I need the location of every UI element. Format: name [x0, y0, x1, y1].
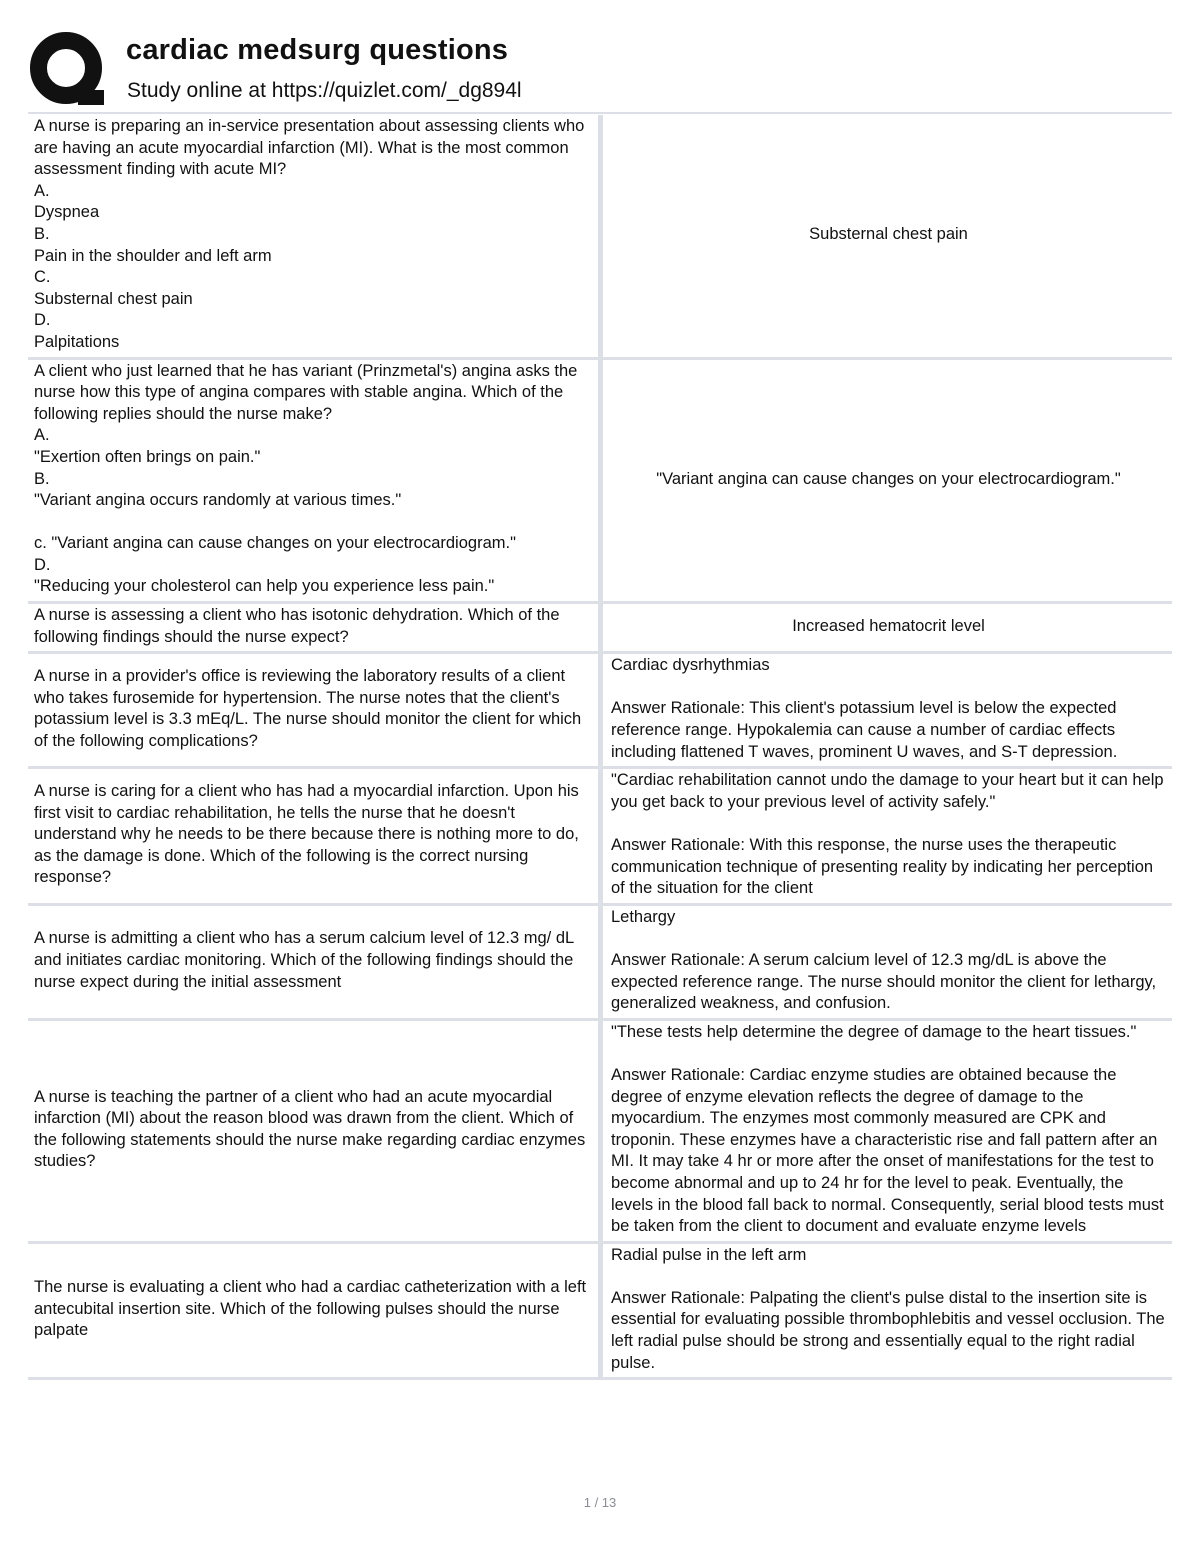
flashcard-question: A nurse is teaching the partner of a client who had an acute myocardial infarction (MI) about the reason blood was drawn from the client. Which of the following statements should the nurse make regarding cardiac enzymes studies? — [28, 1019, 601, 1242]
page-title: cardiac medsurg questions — [126, 34, 509, 66]
study-online-link[interactable]: Study online at https://quizlet.com/_dg894l — [127, 79, 522, 102]
flashcard-question: A nurse is admitting a client who has a serum calcium level of 12.3 mg/ dL and initiates cardiac monitoring. Which of the following findings should the nurse expect during the initial assessment — [28, 904, 601, 1019]
flashcard-row — [28, 358, 1172, 603]
flashcard-row — [28, 1242, 1172, 1379]
flashcard-row — [28, 904, 1172, 1019]
flashcard-row — [28, 115, 1172, 358]
flashcard-answer: Increased hematocrit level — [601, 603, 1173, 653]
flashcard-answer: "These tests help determine the degree of damage to the heart tissues." Answer Rationale: Cardiac enzyme studies are obtained because the degree of enzyme elevation reflects the degree of damage to the myocardium. The enzymes most commonly measured are CPK and troponin. These enzymes have a characteristic rise and fall pattern after an MI. It may take 4 hr or more after the onset of manifestations for the test to become abnormal and up to 24 hr for the level to peak. Eventually, the levels in the blood fall back to normal. Consequently, serial blood tests must be taken from the client to document and evaluate enzyme levels — [601, 1019, 1173, 1242]
flashcard-row — [28, 603, 1172, 653]
header-divider — [28, 112, 1172, 114]
flashcard-question: A nurse in a provider's office is reviewing the laboratory results of a client who takes furosemide for hypertension. The nurse notes that the client's potassium level is 3.3 mEq/L. The nurse should monitor the client for which of the following complications? — [28, 653, 601, 768]
flashcard-answer: Cardiac dysrhythmias Answer Rationale: This client's potassium level is below the expected reference range. Hypokalemia can cause a number of cardiac effects including flattened T waves, prominent U waves, and S-T depression. — [601, 653, 1173, 768]
flashcard-row — [28, 768, 1172, 905]
flashcard-question: A nurse is preparing an in-service presentation about assessing clients who are having an acute myocardial infarction (MI). What is the most common assessment finding with acute MI? A. Dyspnea B. Pain in the shoulder and left arm C. Substernal chest pain D. Palpitations — [28, 115, 601, 358]
flashcard-question: A nurse is assessing a client who has isotonic dehydration. Which of the following findings should the nurse expect? — [28, 603, 601, 653]
page-indicator: 1 / 13 — [583, 1495, 617, 1510]
flashcard-answer: "Variant angina can cause changes on your electrocardiogram." — [601, 358, 1173, 603]
flashcard-row — [28, 653, 1172, 768]
page-header — [30, 28, 1172, 108]
flashcard-question: A client who just learned that he has variant (Prinzmetal's) angina asks the nurse how this type of angina compares with stable angina. Which of the following replies should the nurse make? A. "Exertion often brings on pain." B. "Variant angina occurs randomly at various times." c. "Variant angina can cause changes on your electrocardiogram." D. "Reducing your cholesterol can help you experience less pain." — [28, 358, 601, 603]
flashcard-question: The nurse is evaluating a client who had a cardiac catheterization with a left antecubital insertion site. Which of the following pulses should the nurse palpate — [28, 1242, 601, 1379]
flashcard-answer: Radial pulse in the left arm Answer Rationale: Palpating the client's pulse distal to the insertion site is essential for evaluating possible thrombophlebitis and vessel occlusion. The left radial pulse should be strong and essentially equal to the right radial pulse. — [601, 1242, 1173, 1379]
flashcard-table — [28, 115, 1172, 1380]
flashcard-question: A nurse is caring for a client who has had a myocardial infarction. Upon his first visit to cardiac rehabilitation, he tells the nurse that he doesn't understand why he needs to be there because there is nothing more to do, as the damage is done. Which of the following is the correct nursing response? — [28, 768, 601, 905]
flashcard-answer: "Cardiac rehabilitation cannot undo the damage to your heart but it can help you get back to your previous level of activity safely." Answer Rationale: With this response, the nurse uses the therapeutic communication technique of presenting reality by indicating her perception of the situation for the client — [601, 768, 1173, 905]
quizlet-q-logo-icon — [30, 32, 106, 108]
flashcard-answer: Lethargy Answer Rationale: A serum calcium level of 12.3 mg/dL is above the expected reference range. The nurse should monitor the client for lethargy, generalized weakness, and confusion. — [601, 904, 1173, 1019]
flashcard-row — [28, 1019, 1172, 1242]
flashcard-answer: Substernal chest pain — [601, 115, 1173, 358]
